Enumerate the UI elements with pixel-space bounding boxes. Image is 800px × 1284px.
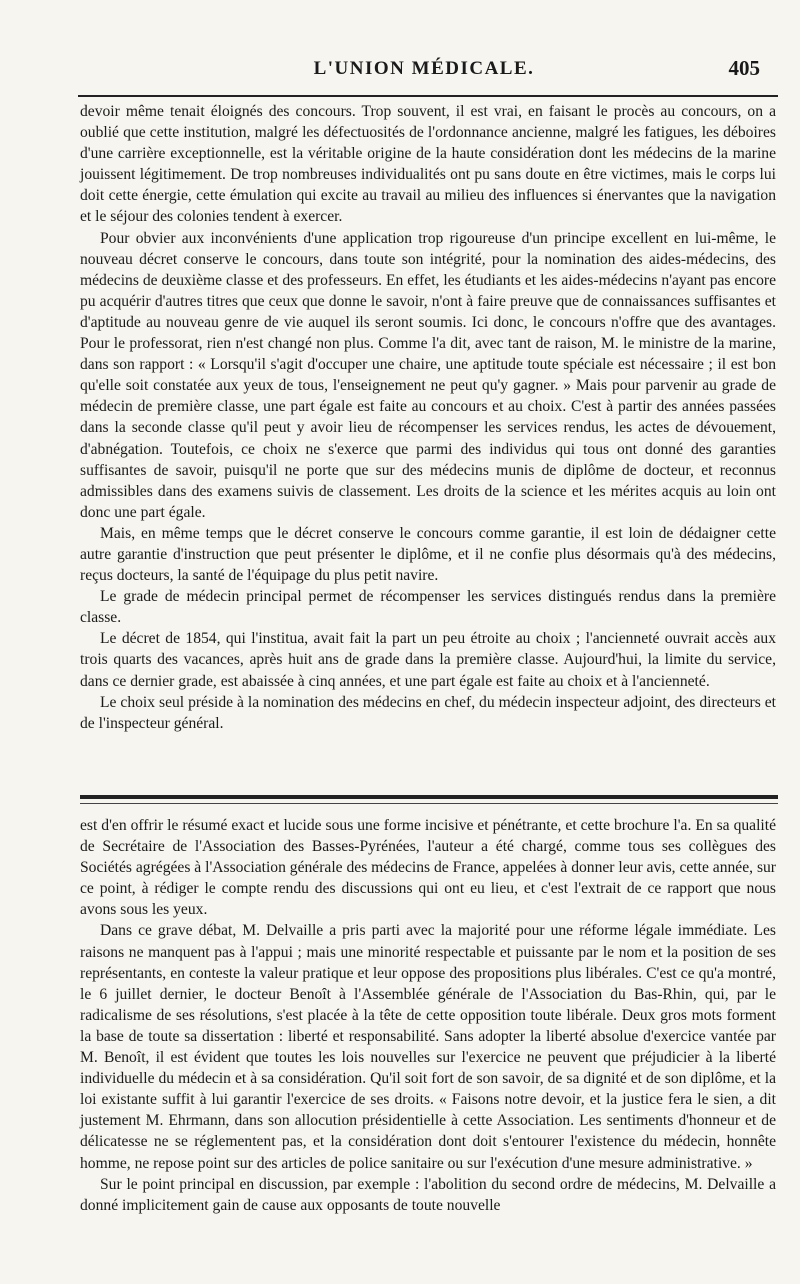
section-separator-thin (80, 803, 778, 804)
paragraph: Le grade de médecin principal permet de récompenser les services distingués rendus dans la première classe. (80, 588, 776, 627)
paragraph: Mais, en même temps que le décret conserve le concours comme garantie, il est loin de dédaigner cette autre garantie d'instruction que peut présenter le diplôme, et il ne confie plus désormais qu'à des médecins, reçus docteurs, la santé de l'équipage du plus petit navire. (80, 524, 776, 585)
paragraph: devoir même tenait éloignés des concours. Trop souvent, il est vrai, en faisant le procès au concours, on a oublié que cette institution, malgré les défectuosités de l'ordonnance ancienne, malgré les fatigues, les déboires d'une carrière exceptionnelle, est la véritable origine de la haute considération dont les médecins de la marine jouissent légitimement. De trop nombreuses individualités ont pu sans doute en être victimes, mais le corps lui doit cette énergie, cette émulation qui excite au travail au milieu des influences si énervantes que la navigation et le séjour des colonies tendent à exercer. (80, 103, 776, 226)
article-continuation (80, 101, 776, 734)
paragraph: Dans ce grave débat, M. Delvaille a pris parti avec la majorité pour une réforme légale immédiate. Les raisons ne manquent pas à l'appui ; mais une minorité respectable et puissante par le nom et la position de ses représentants, en conteste la valeur pratique et leur oppose des propositions plus libérales. C'est ce qu'a montré, le 6 juillet dernier, le docteur Benoît à l'Assemblée générale de l'Association du Bas-Rhin, qui, par le radicalisme de ses résolutions, s'est placée à la tête de cette opposition toute libérale. Deux gros mots forment la base de toute sa dissertation : liberté et responsabilité. Sans adopter la liberté absolue d'exercice vantée par M. Benoît, il est évident que toutes les lois nouvelles sur l'exercice ne peuvent que préjudicier à la liberté individuelle du médecin et à sa considération. Qu'il soit fort de son savoir, de sa dignité et de son diplôme, et la loi existante suffit à lui garantir l'exercice de ses droits. « Faisons notre devoir, et la justice fera le sien, a dit justement M. Ehrmann, dans son allocution présidentielle à cette Association. Les sentiments d'honneur et de délicatesse ne se réglementent pas, et la considération dont doit s'entourer l'existence du médecin, honnête homme, ne repose point sur des articles de police sanitaire ou sur l'exécution d'une mesure administrative. » (80, 922, 776, 1172)
paragraph: est d'en offrir le résumé exact et lucide sous une forme incisive et pénétrante, et cette brochure l'a. En sa qualité de Secrétaire de l'Association des Basses-Pyrénées, l'auteur a été chargé, comme tous ses collègues des Sociétés agrégées à l'Association générale des médecins de France, appelées à donner leur avis, cette année, sur ce point, à rédiger le compte rendu des discussions qui ont eu lieu, et c'est l'extrait de ce rapport que nous avons sous les yeux. (80, 817, 777, 919)
header-rule (78, 95, 778, 97)
section-separator-thick (80, 795, 778, 799)
running-header (78, 54, 770, 84)
paragraph: Le choix seul préside à la nomination des médecins en chef, du médecin inspecteur adjoint, des directeurs et de l'inspecteur général. (80, 693, 776, 732)
paragraph: Sur le point principal en discussion, par exemple : l'abolition du second ordre de médecins, M. Delvaille a donné implicitement gain de cause aux opposants de toute nouvelle (80, 1175, 776, 1214)
paragraph: Pour obvier aux inconvénients d'une application trop rigoureuse d'un principe excellent en lui-même, le nouveau décret conserve le concours, dans toute son intégrité, pour la nomination des aides-médecins, des médecins de deuxième classe et des professeurs. En effet, les étudiants et les aides-médecins n'ayant pas encore pu acquérir d'autres titres que ceux que donne le savoir, n'ont à faire preuve que de connaissances suffisantes et d'aptitude au nouveau genre de vie auquel ils seront soumis. Ici donc, le concours n'offre que des avantages. Pour le professorat, rien n'est changé non plus. Comme l'a dit, avec tant de raison, M. le ministre de la marine, dans son rapport : « Lorsqu'il s'agit d'occuper une chaire, une aptitude toute spéciale est nécessaire ; il est bon qu'elle soit constatée aux yeux de tous, l'enseignement ne peut qu'y gagner. » Mais pour parvenir au grade de médecin de première classe, une part égale est faite au concours et au choix. C'est à partir des années passées dans la seconde classe qu'il peut y avoir lieu de récompenser les services rendus, les actes de dévouement, d'abnégation. Toutefois, ce choix ne s'exerce que parmi des individus qui tous ont donné des garanties suffisantes de savoir, puisqu'il ne porte que sur des médecins munis de diplôme de docteur, et reconnus admissibles dans des examens suivis de classement. Les droits de la science et les mérites acquis au loin ont donc une part égale. (80, 229, 776, 521)
journal-title: L'UNION MÉDICALE. (313, 58, 535, 79)
feuilleton-section (80, 815, 776, 1216)
paragraph: Le décret de 1854, qui l'institua, avait fait la part un peu étroite au choix ; l'ancienneté ouvrait accès aux trois quarts des vacances, après huit ans de grade dans la première classe. Aujourd'hui, la limite du service, dans ce dernier grade, est abaissée à cinq années, et une part égale est faite au choix et à l'ancienneté. (80, 630, 776, 690)
page-number: 405 (728, 56, 760, 80)
